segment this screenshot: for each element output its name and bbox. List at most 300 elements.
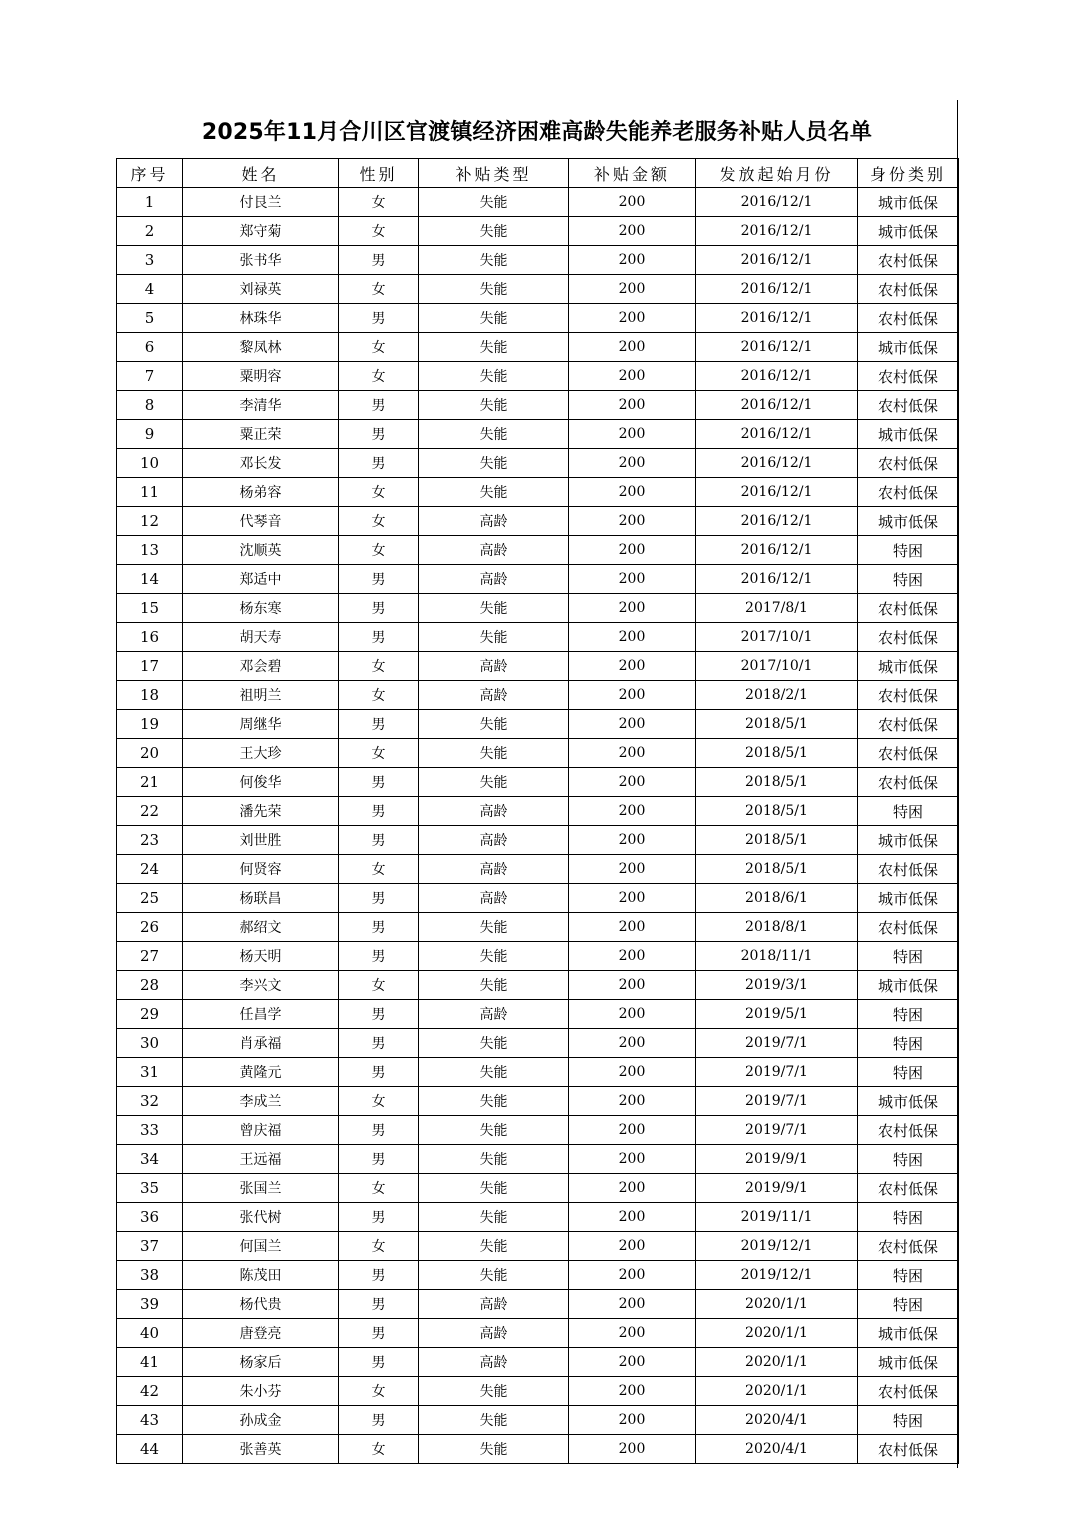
table-row	[117, 913, 959, 942]
cell-identity-category: 农村低保	[858, 681, 959, 710]
cell-start-month: 2018/5/1	[696, 710, 858, 739]
cell-subsidy-type: 失能	[419, 391, 569, 420]
cell-identity-category: 城市低保	[858, 826, 959, 855]
cell-identity-category: 农村低保	[858, 275, 959, 304]
document-title: 2025年11月合川区官渡镇经济困难高龄失能养老服务补贴人员名单	[201, 120, 873, 145]
cell-gender: 女	[339, 855, 419, 884]
table-row	[117, 1377, 959, 1406]
cell-start-month: 2019/3/1	[696, 971, 858, 1000]
cell-gender: 男	[339, 1290, 419, 1319]
cell-subsidy-amount: 200	[569, 449, 696, 478]
header-subsidy-amount: 补贴金额	[569, 159, 696, 188]
cell-subsidy-type: 失能	[419, 188, 569, 217]
table-row	[117, 1000, 959, 1029]
cell-name: 李清华	[183, 391, 339, 420]
cell-subsidy-amount: 200	[569, 1348, 696, 1377]
cell-identity-category: 农村低保	[858, 478, 959, 507]
table-row	[117, 246, 959, 275]
cell-subsidy-type: 失能	[419, 971, 569, 1000]
header-identity-category: 身份类别	[858, 159, 959, 188]
header-name: 姓名	[183, 159, 339, 188]
cell-gender: 男	[339, 1116, 419, 1145]
cell-index: 39	[117, 1290, 183, 1319]
cell-subsidy-amount: 200	[569, 1000, 696, 1029]
cell-subsidy-type: 失能	[419, 362, 569, 391]
cell-identity-category: 特困	[858, 1290, 959, 1319]
cell-name: 杨家后	[183, 1348, 339, 1377]
cell-gender: 男	[339, 391, 419, 420]
cell-name: 杨代贵	[183, 1290, 339, 1319]
cell-subsidy-type: 高龄	[419, 1319, 569, 1348]
cell-subsidy-amount: 200	[569, 971, 696, 1000]
cell-subsidy-amount: 200	[569, 594, 696, 623]
cell-subsidy-amount: 200	[569, 246, 696, 275]
cell-start-month: 2016/12/1	[696, 188, 858, 217]
cell-identity-category: 特困	[858, 1406, 959, 1435]
cell-index: 40	[117, 1319, 183, 1348]
cell-subsidy-type: 高龄	[419, 884, 569, 913]
cell-identity-category: 农村低保	[858, 1232, 959, 1261]
cell-subsidy-type: 高龄	[419, 797, 569, 826]
cell-gender: 男	[339, 420, 419, 449]
cell-index: 28	[117, 971, 183, 1000]
cell-subsidy-type: 失能	[419, 913, 569, 942]
table-row	[117, 507, 959, 536]
header-start-month: 发放起始月份	[696, 159, 858, 188]
cell-start-month: 2018/8/1	[696, 913, 858, 942]
cell-subsidy-type: 失能	[419, 739, 569, 768]
cell-name: 何贤容	[183, 855, 339, 884]
cell-subsidy-amount: 200	[569, 1145, 696, 1174]
cell-start-month: 2018/5/1	[696, 768, 858, 797]
cell-subsidy-amount: 200	[569, 188, 696, 217]
cell-identity-category: 农村低保	[858, 739, 959, 768]
cell-identity-category: 农村低保	[858, 449, 959, 478]
table-row	[117, 1435, 959, 1464]
cell-index: 9	[117, 420, 183, 449]
cell-subsidy-amount: 200	[569, 768, 696, 797]
cell-gender: 男	[339, 1319, 419, 1348]
cell-subsidy-amount: 200	[569, 217, 696, 246]
cell-name: 黄隆元	[183, 1058, 339, 1087]
cell-subsidy-amount: 200	[569, 1319, 696, 1348]
cell-start-month: 2017/8/1	[696, 594, 858, 623]
cell-name: 何国兰	[183, 1232, 339, 1261]
table-row	[117, 1406, 959, 1435]
cell-subsidy-type: 失能	[419, 1377, 569, 1406]
cell-index: 38	[117, 1261, 183, 1290]
cell-subsidy-type: 失能	[419, 333, 569, 362]
cell-gender: 女	[339, 536, 419, 565]
cell-identity-category: 城市低保	[858, 507, 959, 536]
table-row	[117, 1029, 959, 1058]
cell-identity-category: 农村低保	[858, 623, 959, 652]
cell-identity-category: 农村低保	[858, 1435, 959, 1464]
cell-identity-category: 农村低保	[858, 1116, 959, 1145]
cell-subsidy-type: 失能	[419, 449, 569, 478]
header-subsidy-type: 补贴类型	[419, 159, 569, 188]
cell-subsidy-type: 失能	[419, 1174, 569, 1203]
cell-identity-category: 城市低保	[858, 1319, 959, 1348]
cell-gender: 男	[339, 1029, 419, 1058]
cell-start-month: 2018/6/1	[696, 884, 858, 913]
table-row	[117, 971, 959, 1000]
cell-name: 黎凤林	[183, 333, 339, 362]
cell-subsidy-amount: 200	[569, 1377, 696, 1406]
cell-start-month: 2018/11/1	[696, 942, 858, 971]
cell-index: 13	[117, 536, 183, 565]
cell-subsidy-type: 失能	[419, 1116, 569, 1145]
cell-subsidy-amount: 200	[569, 565, 696, 594]
table-row	[117, 1290, 959, 1319]
cell-gender: 女	[339, 971, 419, 1000]
cell-index: 35	[117, 1174, 183, 1203]
cell-start-month: 2017/10/1	[696, 623, 858, 652]
cell-index: 4	[117, 275, 183, 304]
table-row	[117, 826, 959, 855]
cell-subsidy-type: 失能	[419, 478, 569, 507]
cell-identity-category: 农村低保	[858, 246, 959, 275]
cell-name: 胡天寿	[183, 623, 339, 652]
table-body	[117, 188, 959, 1464]
cell-start-month: 2020/4/1	[696, 1435, 858, 1464]
cell-start-month: 2020/1/1	[696, 1319, 858, 1348]
cell-identity-category: 城市低保	[858, 217, 959, 246]
cell-gender: 女	[339, 333, 419, 362]
cell-subsidy-type: 失能	[419, 1145, 569, 1174]
cell-identity-category: 特困	[858, 536, 959, 565]
cell-start-month: 2020/1/1	[696, 1377, 858, 1406]
cell-index: 25	[117, 884, 183, 913]
cell-subsidy-type: 失能	[419, 1203, 569, 1232]
cell-subsidy-type: 失能	[419, 768, 569, 797]
cell-identity-category: 特困	[858, 797, 959, 826]
cell-subsidy-amount: 200	[569, 1087, 696, 1116]
cell-index: 12	[117, 507, 183, 536]
cell-name: 杨联昌	[183, 884, 339, 913]
table-row	[117, 1232, 959, 1261]
cell-start-month: 2019/5/1	[696, 1000, 858, 1029]
cell-start-month: 2016/12/1	[696, 536, 858, 565]
cell-gender: 女	[339, 507, 419, 536]
cell-identity-category: 农村低保	[858, 594, 959, 623]
table-row	[117, 710, 959, 739]
table-row	[117, 1261, 959, 1290]
cell-gender: 男	[339, 797, 419, 826]
cell-identity-category: 特困	[858, 565, 959, 594]
table-row	[117, 1174, 959, 1203]
table-row	[117, 623, 959, 652]
table-row	[117, 942, 959, 971]
cell-subsidy-amount: 200	[569, 1203, 696, 1232]
cell-subsidy-type: 失能	[419, 594, 569, 623]
cell-subsidy-amount: 200	[569, 797, 696, 826]
cell-identity-category: 城市低保	[858, 333, 959, 362]
cell-start-month: 2019/7/1	[696, 1058, 858, 1087]
cell-name: 杨天明	[183, 942, 339, 971]
table-row	[117, 739, 959, 768]
table-row	[117, 652, 959, 681]
cell-gender: 女	[339, 188, 419, 217]
cell-name: 陈茂田	[183, 1261, 339, 1290]
table-row	[117, 217, 959, 246]
cell-name: 代琴音	[183, 507, 339, 536]
cell-start-month: 2018/5/1	[696, 797, 858, 826]
cell-subsidy-type: 失能	[419, 710, 569, 739]
cell-subsidy-amount: 200	[569, 1261, 696, 1290]
table-row	[117, 188, 959, 217]
cell-gender: 女	[339, 1435, 419, 1464]
table-header-row	[117, 159, 959, 188]
cell-gender: 男	[339, 768, 419, 797]
cell-subsidy-type: 失能	[419, 623, 569, 652]
cell-start-month: 2016/12/1	[696, 420, 858, 449]
cell-subsidy-type: 失能	[419, 217, 569, 246]
cell-start-month: 2019/11/1	[696, 1203, 858, 1232]
cell-index: 8	[117, 391, 183, 420]
cell-identity-category: 特困	[858, 1203, 959, 1232]
cell-index: 21	[117, 768, 183, 797]
cell-gender: 男	[339, 1000, 419, 1029]
cell-subsidy-amount: 200	[569, 942, 696, 971]
cell-subsidy-amount: 200	[569, 536, 696, 565]
cell-name: 周继华	[183, 710, 339, 739]
cell-name: 李成兰	[183, 1087, 339, 1116]
cell-start-month: 2018/5/1	[696, 739, 858, 768]
cell-identity-category: 特困	[858, 1000, 959, 1029]
table-row	[117, 1348, 959, 1377]
cell-start-month: 2016/12/1	[696, 565, 858, 594]
cell-index: 32	[117, 1087, 183, 1116]
cell-identity-category: 城市低保	[858, 188, 959, 217]
cell-gender: 女	[339, 1087, 419, 1116]
cell-gender: 男	[339, 1058, 419, 1087]
header-index: 序号	[117, 159, 183, 188]
cell-name: 张善英	[183, 1435, 339, 1464]
cell-subsidy-type: 失能	[419, 420, 569, 449]
cell-subsidy-amount: 200	[569, 884, 696, 913]
cell-index: 31	[117, 1058, 183, 1087]
cell-start-month: 2019/9/1	[696, 1145, 858, 1174]
cell-gender: 男	[339, 304, 419, 333]
cell-start-month: 2019/12/1	[696, 1232, 858, 1261]
cell-gender: 男	[339, 826, 419, 855]
cell-index: 18	[117, 681, 183, 710]
cell-subsidy-type: 失能	[419, 942, 569, 971]
table-row	[117, 275, 959, 304]
cell-identity-category: 农村低保	[858, 1377, 959, 1406]
table-row	[117, 565, 959, 594]
cell-subsidy-type: 失能	[419, 1406, 569, 1435]
cell-subsidy-type: 高龄	[419, 652, 569, 681]
cell-start-month: 2017/10/1	[696, 652, 858, 681]
cell-subsidy-type: 失能	[419, 246, 569, 275]
cell-subsidy-type: 高龄	[419, 826, 569, 855]
table-row	[117, 797, 959, 826]
cell-index: 42	[117, 1377, 183, 1406]
cell-subsidy-amount: 200	[569, 391, 696, 420]
cell-subsidy-type: 失能	[419, 275, 569, 304]
cell-start-month: 2016/12/1	[696, 478, 858, 507]
cell-gender: 男	[339, 913, 419, 942]
cell-gender: 男	[339, 884, 419, 913]
cell-gender: 男	[339, 565, 419, 594]
cell-start-month: 2016/12/1	[696, 333, 858, 362]
cell-start-month: 2020/4/1	[696, 1406, 858, 1435]
cell-index: 10	[117, 449, 183, 478]
cell-identity-category: 城市低保	[858, 420, 959, 449]
cell-subsidy-type: 高龄	[419, 1000, 569, 1029]
cell-subsidy-amount: 200	[569, 275, 696, 304]
cell-name: 郑守菊	[183, 217, 339, 246]
cell-index: 23	[117, 826, 183, 855]
cell-name: 肖承福	[183, 1029, 339, 1058]
cell-subsidy-amount: 200	[569, 1290, 696, 1319]
cell-identity-category: 农村低保	[858, 913, 959, 942]
cell-gender: 男	[339, 1145, 419, 1174]
cell-name: 付艮兰	[183, 188, 339, 217]
cell-index: 43	[117, 1406, 183, 1435]
cell-index: 17	[117, 652, 183, 681]
cell-index: 29	[117, 1000, 183, 1029]
cell-subsidy-amount: 200	[569, 1058, 696, 1087]
cell-index: 26	[117, 913, 183, 942]
cell-subsidy-amount: 200	[569, 1116, 696, 1145]
cell-name: 粟明容	[183, 362, 339, 391]
cell-subsidy-type: 高龄	[419, 536, 569, 565]
subsidy-recipients-table	[116, 158, 959, 1464]
cell-index: 22	[117, 797, 183, 826]
cell-gender: 男	[339, 449, 419, 478]
cell-start-month: 2018/2/1	[696, 681, 858, 710]
cell-subsidy-amount: 200	[569, 623, 696, 652]
cell-subsidy-type: 失能	[419, 1087, 569, 1116]
table-row	[117, 304, 959, 333]
cell-identity-category: 城市低保	[858, 1348, 959, 1377]
cell-index: 41	[117, 1348, 183, 1377]
cell-gender: 女	[339, 362, 419, 391]
cell-identity-category: 农村低保	[858, 855, 959, 884]
table-row	[117, 681, 959, 710]
cell-start-month: 2018/5/1	[696, 855, 858, 884]
cell-index: 33	[117, 1116, 183, 1145]
cell-index: 6	[117, 333, 183, 362]
cell-name: 张书华	[183, 246, 339, 275]
cell-gender: 女	[339, 1232, 419, 1261]
cell-index: 36	[117, 1203, 183, 1232]
cell-name: 邓会碧	[183, 652, 339, 681]
cell-name: 孙成金	[183, 1406, 339, 1435]
cell-start-month: 2019/9/1	[696, 1174, 858, 1203]
table-row	[117, 391, 959, 420]
cell-gender: 女	[339, 652, 419, 681]
cell-subsidy-type: 高龄	[419, 681, 569, 710]
cell-name: 刘禄英	[183, 275, 339, 304]
cell-start-month: 2016/12/1	[696, 246, 858, 275]
table-row	[117, 1087, 959, 1116]
cell-index: 16	[117, 623, 183, 652]
table-row	[117, 594, 959, 623]
cell-identity-category: 城市低保	[858, 1087, 959, 1116]
cell-start-month: 2019/12/1	[696, 1261, 858, 1290]
cell-subsidy-amount: 200	[569, 362, 696, 391]
cell-start-month: 2016/12/1	[696, 275, 858, 304]
cell-name: 任昌学	[183, 1000, 339, 1029]
cell-index: 2	[117, 217, 183, 246]
cell-index: 3	[117, 246, 183, 275]
cell-identity-category: 农村低保	[858, 362, 959, 391]
cell-gender: 男	[339, 1203, 419, 1232]
cell-identity-category: 城市低保	[858, 652, 959, 681]
cell-subsidy-amount: 200	[569, 1435, 696, 1464]
cell-identity-category: 农村低保	[858, 391, 959, 420]
cell-start-month: 2019/7/1	[696, 1087, 858, 1116]
cell-start-month: 2016/12/1	[696, 391, 858, 420]
cell-subsidy-amount: 200	[569, 1232, 696, 1261]
cell-name: 何俊华	[183, 768, 339, 797]
cell-subsidy-type: 失能	[419, 1435, 569, 1464]
cell-identity-category: 特困	[858, 942, 959, 971]
cell-start-month: 2020/1/1	[696, 1290, 858, 1319]
cell-subsidy-amount: 200	[569, 478, 696, 507]
cell-subsidy-amount: 200	[569, 710, 696, 739]
cell-name: 唐登亮	[183, 1319, 339, 1348]
cell-subsidy-type: 高龄	[419, 1290, 569, 1319]
table-row	[117, 420, 959, 449]
table-row	[117, 333, 959, 362]
cell-name: 杨弟容	[183, 478, 339, 507]
cell-name: 王大珍	[183, 739, 339, 768]
cell-gender: 男	[339, 1406, 419, 1435]
table-row	[117, 1058, 959, 1087]
cell-name: 李兴文	[183, 971, 339, 1000]
cell-name: 曾庆福	[183, 1116, 339, 1145]
cell-start-month: 2016/12/1	[696, 449, 858, 478]
cell-name: 粟正荣	[183, 420, 339, 449]
cell-gender: 女	[339, 275, 419, 304]
cell-gender: 女	[339, 739, 419, 768]
cell-name: 郑适中	[183, 565, 339, 594]
cell-index: 30	[117, 1029, 183, 1058]
cell-identity-category: 农村低保	[858, 304, 959, 333]
cell-subsidy-amount: 200	[569, 681, 696, 710]
cell-subsidy-amount: 200	[569, 913, 696, 942]
cell-start-month: 2018/5/1	[696, 826, 858, 855]
cell-name: 刘世胜	[183, 826, 339, 855]
cell-subsidy-type: 高龄	[419, 1348, 569, 1377]
cell-subsidy-amount: 200	[569, 739, 696, 768]
cell-subsidy-amount: 200	[569, 304, 696, 333]
cell-subsidy-amount: 200	[569, 1174, 696, 1203]
table-row	[117, 1203, 959, 1232]
cell-identity-category: 特困	[858, 1145, 959, 1174]
cell-index: 24	[117, 855, 183, 884]
cell-name: 祖明兰	[183, 681, 339, 710]
cell-subsidy-type: 失能	[419, 1261, 569, 1290]
cell-gender: 女	[339, 478, 419, 507]
cell-subsidy-type: 失能	[419, 304, 569, 333]
cell-subsidy-type: 高龄	[419, 565, 569, 594]
cell-subsidy-amount: 200	[569, 507, 696, 536]
cell-gender: 女	[339, 681, 419, 710]
table-row	[117, 884, 959, 913]
cell-name: 邓长发	[183, 449, 339, 478]
cell-subsidy-type: 高龄	[419, 855, 569, 884]
cell-subsidy-amount: 200	[569, 420, 696, 449]
cell-index: 37	[117, 1232, 183, 1261]
cell-identity-category: 农村低保	[858, 1174, 959, 1203]
cell-index: 1	[117, 188, 183, 217]
